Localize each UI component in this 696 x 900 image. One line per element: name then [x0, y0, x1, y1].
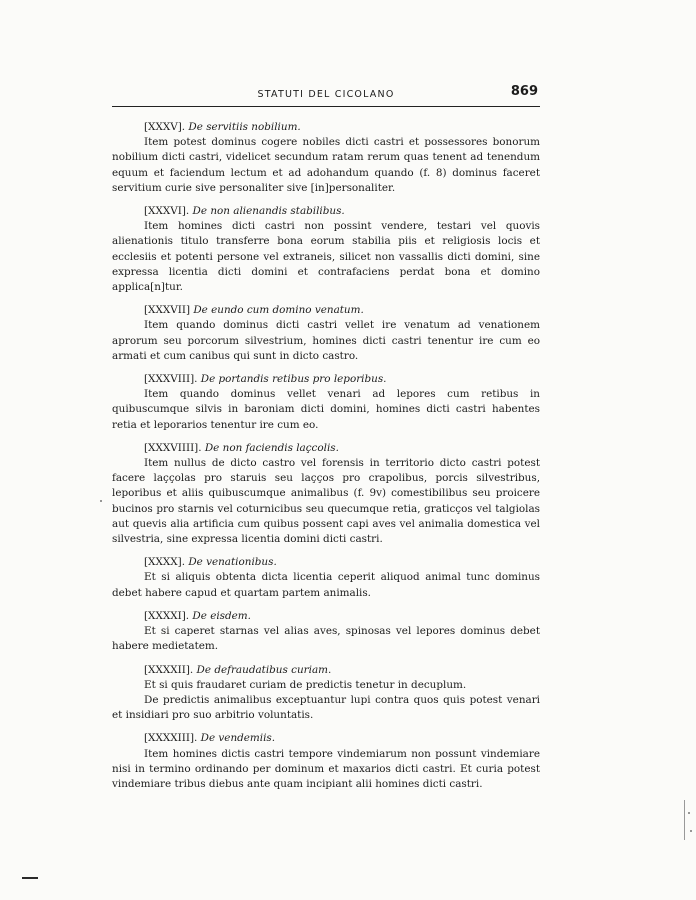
statute-section	[112, 555, 540, 601]
statute-section	[112, 120, 540, 196]
statute-paragraph: Item quando dominus dicti castri vellet ire venatum ad venationem aprorum seu porcorum silvestrium, homines dicti castri tenentur ire cum eo armati et cum canibus qui sunt in dicto castro.	[112, 319, 540, 362]
statute-paragraph: Item homines dicti castri non possint vendere, testari vel quovis alienationis titulo transferre bona eorum stabilia piis et religiosis locis et ecclesiis et potenti persone vel extraneis, silicet non vassallis dicti domini, sine expressa licentia dicti domini et contrafaciens perdat bona et domino applica[n]tur.	[112, 220, 540, 294]
statute-title: De venationibus.	[188, 556, 277, 569]
statute-heading	[112, 609, 540, 624]
statute-section	[112, 372, 540, 433]
statute-title: De portandis retibus pro leporibus.	[200, 373, 387, 386]
statute-title: De non alienandis stabilibus.	[192, 205, 345, 218]
statute-section	[112, 731, 540, 792]
statute-heading	[112, 372, 540, 387]
page-header	[112, 84, 540, 107]
statute-paragraph: Item homines dictis castri tempore vindemiarum non possunt vindemiare nisi in termino ordinando per dominum et maxarios dicti castri. Et curia potest vindemiare tribus diebus ante quam incipiant alii homines dicti castri.	[112, 747, 540, 790]
statute-section	[112, 441, 540, 547]
statute-number: [XXXXIII].	[144, 732, 198, 745]
statute-paragraph: Item nullus de dicto castro vel forensis in territorio dicto castri potest facere laççolas pro staruis seu laçços pro crapolibus, porcis silvestribus, leporibus et aliis quibuscumque animalibus (f. 9v) comestibilibus seu proicere bucinos pro starnis vel coturnicibus seu quecumque retia, graticços vel talgiolas aut quevis alia artificia cum quibus possent capi aves vel animalia domestica vel silvestria, sine expressa licentia domini dicti castri.	[112, 457, 540, 546]
statute-section	[112, 303, 540, 364]
scan-edge-mark	[684, 800, 685, 840]
statute-heading	[112, 120, 540, 135]
statute-title: De vendemiis.	[200, 732, 276, 745]
statute-number: [XXXVII]	[144, 304, 191, 317]
statute-title: De servitiis nobilium.	[188, 121, 301, 133]
statute-paragraph: Et si caperet starnas vel alias aves, spinosas vel lepores dominus debet habere medietatem.	[112, 625, 540, 653]
statute-number: [XXXX].	[144, 556, 185, 569]
scan-dot	[100, 500, 102, 502]
statute-heading	[112, 441, 540, 456]
page-number: 869	[510, 84, 538, 99]
running-title: STATUTI DEL CICOLANO	[257, 89, 395, 100]
statute-heading	[112, 731, 540, 746]
statute-number: [XXXVIIII].	[144, 441, 202, 454]
statute-heading	[112, 303, 540, 318]
statute-section	[112, 204, 540, 295]
statute-paragraph: De predictis animalibus exceptuantur lupi contra quos quis potest venari et insidiari pro suo arbitrio voluntatis.	[112, 693, 540, 722]
statute-number: [XXXVIII].	[144, 373, 198, 386]
scan-mark	[22, 877, 38, 879]
statute-paragraph: Item potest dominus cogere nobiles dicti castri et possessores bonorum nobilium dicti castri, videlicet secundum ratam rerum quas tenent ad tenendum equum et faciendum lectum et ad adohandum quando (f. 8) dominus faceret servitium curie sive personaliter sive [in]personaliter.	[112, 136, 540, 194]
statute-title: De non faciendis laçcolis.	[204, 441, 339, 454]
statute-paragraph: Item quando dominus vellet venari ad lepores cum retibus in quibuscumque silvis in baroniam dicti domini, homines dicti castri habentes retia et leporarios tenentur ire cum eo.	[112, 388, 540, 431]
statute-paragraph: Et si aliquis obtenta dicta licentia ceperit aliquod animal tunc dominus debet habere capud et quartam partem animalis.	[112, 571, 540, 599]
statute-paragraph: Et si quis fraudaret curiam de predictis tenetur in decuplum.	[144, 678, 467, 691]
statute-number: [XXXV].	[144, 121, 186, 133]
statute-title: De eundo cum domino venatum.	[193, 304, 364, 317]
statute-number: [XXXXII].	[144, 663, 194, 676]
statute-number: [XXXXI].	[144, 609, 190, 622]
scan-dot	[688, 812, 690, 814]
statute-heading	[112, 555, 540, 570]
statute-number: [XXXVI].	[144, 205, 190, 218]
statute-title: De eisdem.	[192, 609, 251, 622]
body-text	[112, 120, 540, 800]
statute-heading	[112, 204, 540, 219]
statute-section	[112, 663, 540, 724]
statute-section	[112, 609, 540, 655]
statute-heading	[112, 663, 540, 678]
scan-dot	[690, 830, 692, 832]
statute-title: De defraudatibus curiam.	[196, 663, 332, 676]
